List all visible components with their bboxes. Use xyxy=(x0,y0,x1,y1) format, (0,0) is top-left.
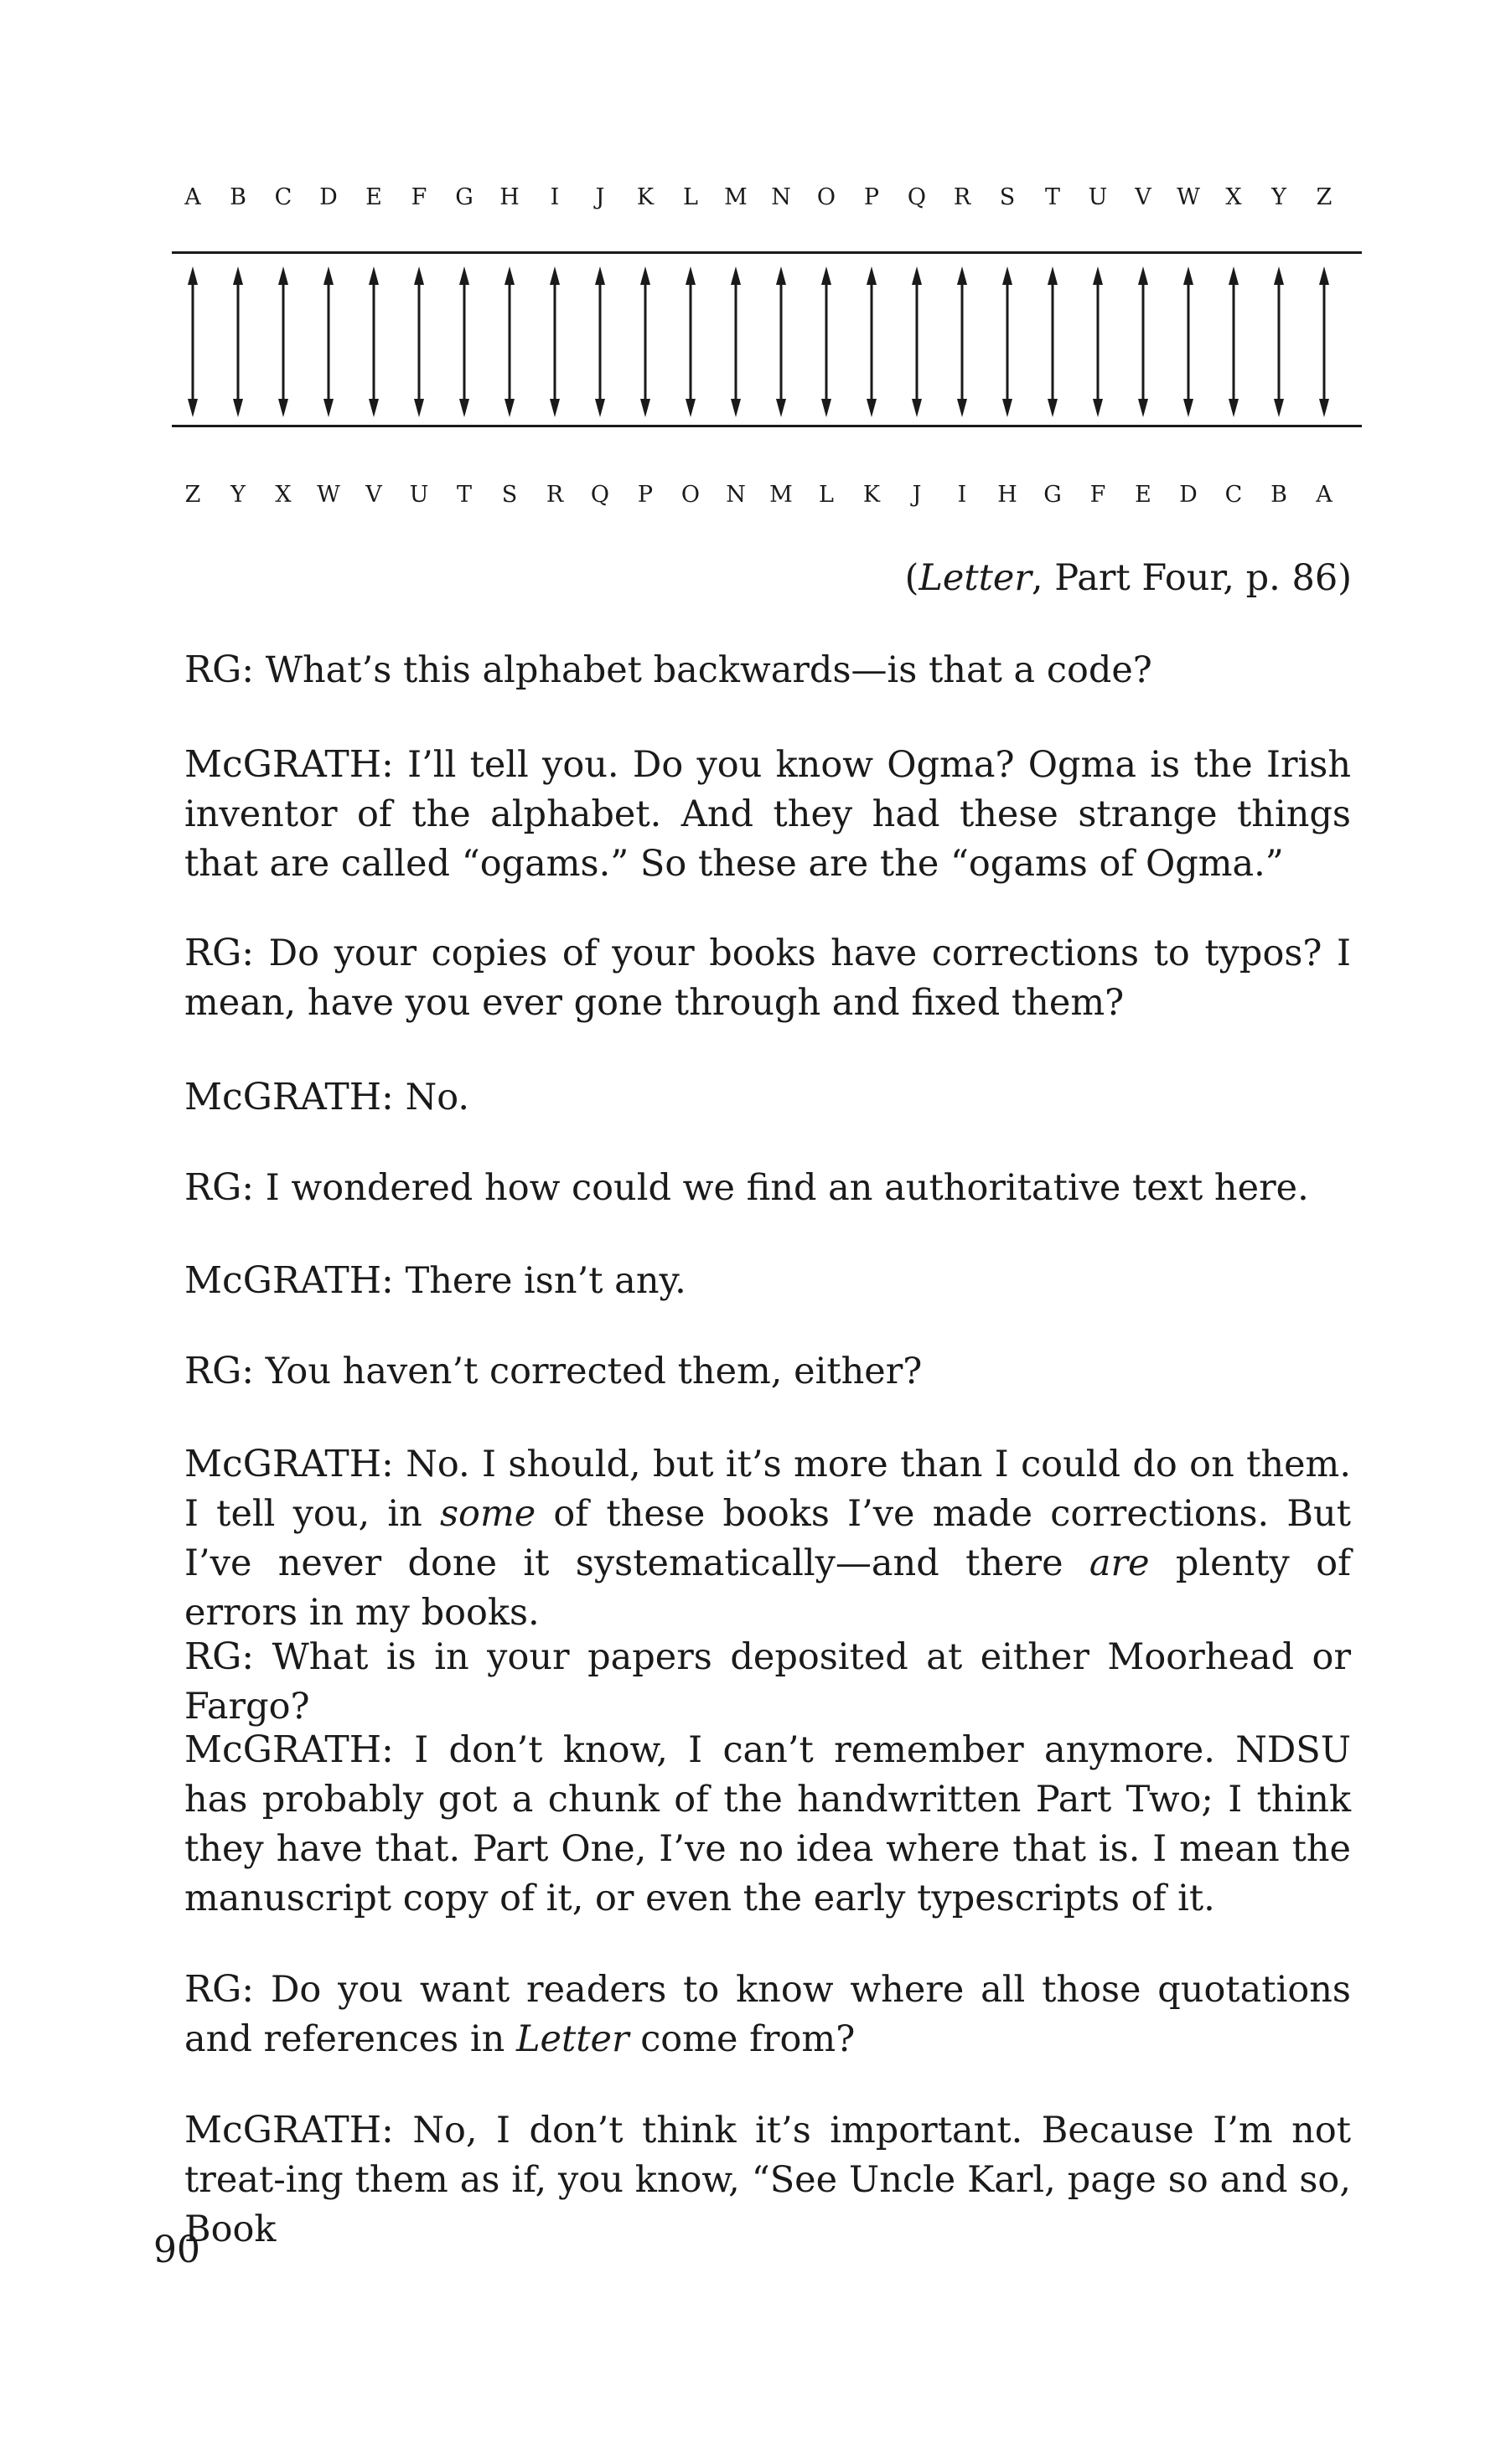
double-arrow xyxy=(1002,266,1012,417)
double-arrow xyxy=(1183,266,1193,417)
dialogue-text-part: come from? xyxy=(629,2018,856,2060)
alphabet-letter: F xyxy=(1089,482,1106,508)
alphabet-letter: Z xyxy=(1316,184,1332,210)
double-arrow xyxy=(686,266,696,417)
alphabet-letter: H xyxy=(499,184,520,210)
alphabet-letter: W xyxy=(1177,184,1200,210)
double-arrow xyxy=(957,266,967,417)
double-arrow xyxy=(278,266,288,417)
double-arrow xyxy=(505,266,515,417)
alphabet-letter: W xyxy=(317,482,340,508)
alphabet-letter: D xyxy=(319,184,338,210)
alphabet-letter: M xyxy=(724,184,748,210)
alphabet-letter: K xyxy=(636,184,655,210)
alphabet-letter: I xyxy=(957,482,967,508)
alphabet-letter: O xyxy=(680,482,701,508)
dialogue-text: No. xyxy=(405,1077,469,1118)
alphabet-letter: Z xyxy=(184,482,201,508)
dialogue-entry xyxy=(184,1072,1351,1123)
dialogue-text: I wondered how could we find an authoritative text here. xyxy=(265,1167,1309,1209)
dialogue-text: There isn’t any. xyxy=(405,1260,686,1302)
speaker-label: RG: xyxy=(184,648,255,691)
alphabet-letter: P xyxy=(637,482,654,508)
speaker-label: McGRATH: xyxy=(184,1076,394,1118)
alphabet-letter: N xyxy=(726,482,746,508)
dialogue-entry xyxy=(184,1725,1351,1924)
alphabet-letter: J xyxy=(595,184,605,210)
dialogue-entry xyxy=(184,1346,1351,1397)
alphabet-letter: S xyxy=(999,184,1016,210)
double-arrow xyxy=(323,266,334,417)
speaker-label: McGRATH: xyxy=(184,1728,394,1771)
dialogue-text: Do your copies of your books have corrections to typos? I mean, have you ever gone through and fixed them? xyxy=(184,932,1352,1024)
double-arrow xyxy=(1048,266,1058,417)
double-arrow xyxy=(821,266,831,417)
double-arrow-rows xyxy=(172,266,1345,417)
dialogue-text: What’s this alphabet backwards—is that a code? xyxy=(265,649,1152,691)
emphasis-some: some xyxy=(439,1493,536,1535)
page-number: 90 xyxy=(153,2229,200,2271)
alphabet-letter: B xyxy=(230,184,246,210)
alphabet-letter: F xyxy=(411,184,427,210)
alphabet-letter: Q xyxy=(907,184,927,210)
alphabet-letter: S xyxy=(501,482,518,508)
alphabet-letter: H xyxy=(997,482,1017,508)
speaker-label: McGRATH: xyxy=(184,2109,394,2151)
source-title: Letter xyxy=(919,557,1032,599)
speaker-label: McGRATH: xyxy=(184,743,394,786)
speaker-label: RG: xyxy=(184,1635,255,1678)
alphabet-letter: T xyxy=(1044,184,1060,210)
dialogue-text: What is in your papers deposited at either Moorhead or Fargo? xyxy=(184,1636,1351,1728)
double-arrow xyxy=(1274,266,1284,417)
double-arrow xyxy=(414,266,424,417)
dialogue-text-part: plenty of errors in my books. xyxy=(184,1542,1351,1634)
alphabet-letter: N xyxy=(771,184,791,210)
double-arrow xyxy=(459,266,469,417)
alphabet-letter: V xyxy=(365,482,382,508)
dialogue-text: I don’t know, I can’t remember anymore. NDSU has probably got a chunk of the handwritten Part Two; I think they have that. Part One, I’ve no idea where that is. I mean the manuscript copy of it, or even the early typescripts of it. xyxy=(184,1729,1352,1919)
double-arrow xyxy=(188,266,198,417)
alphabet-letter: R xyxy=(953,184,971,210)
alphabet-letter: J xyxy=(912,482,922,508)
double-arrow xyxy=(731,266,741,417)
dialogue-entry xyxy=(184,1439,1351,1638)
double-arrow xyxy=(867,266,877,417)
alphabet-letter: G xyxy=(455,184,473,210)
alphabet-letter: R xyxy=(546,482,564,508)
alphabet-letter: K xyxy=(862,482,881,508)
double-arrow xyxy=(912,266,922,417)
dialogue-text-part: Do you want readers to know where all those quotations and references in xyxy=(184,1969,1351,2060)
alphabet-letter: X xyxy=(1225,184,1242,210)
alphabet-letter: T xyxy=(456,482,472,508)
dialogue-entry xyxy=(184,1965,1351,2064)
alphabet-backward-row xyxy=(172,482,1345,508)
top-rule xyxy=(172,251,1362,254)
alphabet-letter: E xyxy=(1135,482,1151,508)
dialogue-entry xyxy=(184,645,1351,695)
dialogue-entry xyxy=(184,2105,1351,2255)
double-arrow xyxy=(1138,266,1148,417)
alphabet-letter: D xyxy=(1179,482,1198,508)
alphabet-letter: U xyxy=(409,482,429,508)
alphabet-letter: G xyxy=(1043,482,1062,508)
speaker-label: McGRATH: xyxy=(184,1443,394,1485)
alphabet-letter: V xyxy=(1135,184,1151,210)
alphabet-letter: A xyxy=(184,184,201,210)
double-arrow xyxy=(595,266,605,417)
dialogue-entry xyxy=(184,1256,1351,1306)
double-arrow xyxy=(550,266,560,417)
alphabet-letter: M xyxy=(769,482,793,508)
alphabet-letter: Y xyxy=(230,482,246,508)
alphabet-letter: C xyxy=(1224,482,1243,508)
dialogue-entry xyxy=(184,740,1351,889)
dialogue-text-part: No. I should, but it’s more than I could do on them. I tell you, in xyxy=(184,1444,1351,1535)
book-title-letter: Letter xyxy=(515,2018,629,2060)
alphabet-letter: X xyxy=(275,482,292,508)
alphabet-letter: A xyxy=(1316,482,1332,508)
bottom-rule xyxy=(172,425,1362,427)
double-arrow xyxy=(1319,266,1329,417)
speaker-label: RG: xyxy=(184,1350,255,1392)
ogam-alphabet-figure xyxy=(172,184,1362,511)
alphabet-letter: L xyxy=(819,482,834,508)
alphabet-letter: C xyxy=(274,184,292,210)
dialogue-entry xyxy=(184,928,1351,1028)
speaker-label: RG: xyxy=(184,932,255,974)
dialogue-text: I’ll tell you. Do you know Ogma? Ogma is the Irish inventor of the alphabet. And they had these strange things that are called “ogams.” So these are the “ogams of Ogma.” xyxy=(184,744,1352,885)
alphabet-letter: L xyxy=(683,184,698,210)
alphabet-letter: I xyxy=(550,184,560,210)
alphabet-letter: Q xyxy=(590,482,610,508)
dialogue-entry xyxy=(184,1632,1351,1732)
dialogue-text-part: of these books I’ve made corrections. But I’ve never done it systematically—and there xyxy=(184,1493,1351,1584)
double-arrow xyxy=(1229,266,1239,417)
alphabet-letter: P xyxy=(863,184,880,210)
dialogue-text: No, I don’t think it’s important. Because I’m not treat-ing them as if, you know, “See Uncle Karl, page so and so, Book xyxy=(184,2110,1351,2250)
dialogue-entry xyxy=(184,1163,1351,1213)
alphabet-letter: E xyxy=(365,184,382,210)
double-arrow xyxy=(640,266,650,417)
double-arrow xyxy=(1093,266,1103,417)
speaker-label: RG: xyxy=(184,1166,255,1209)
emphasis-are: are xyxy=(1089,1542,1150,1584)
double-arrow xyxy=(776,266,786,417)
speaker-label: RG: xyxy=(184,1968,255,2011)
alphabet-letter: O xyxy=(816,184,836,210)
dialogue-text: You haven’t corrected them, either? xyxy=(265,1351,923,1392)
double-arrow xyxy=(233,266,243,417)
alphabet-letter: Y xyxy=(1271,184,1286,210)
alphabet-letter: U xyxy=(1088,184,1108,210)
speaker-label: McGRATH: xyxy=(184,1259,394,1302)
alphabet-letter: B xyxy=(1270,482,1287,508)
alphabet-forward-row xyxy=(172,184,1345,210)
source-citation: (Letter, Part Four, p. 86) xyxy=(904,557,1352,599)
double-arrow xyxy=(369,266,379,417)
